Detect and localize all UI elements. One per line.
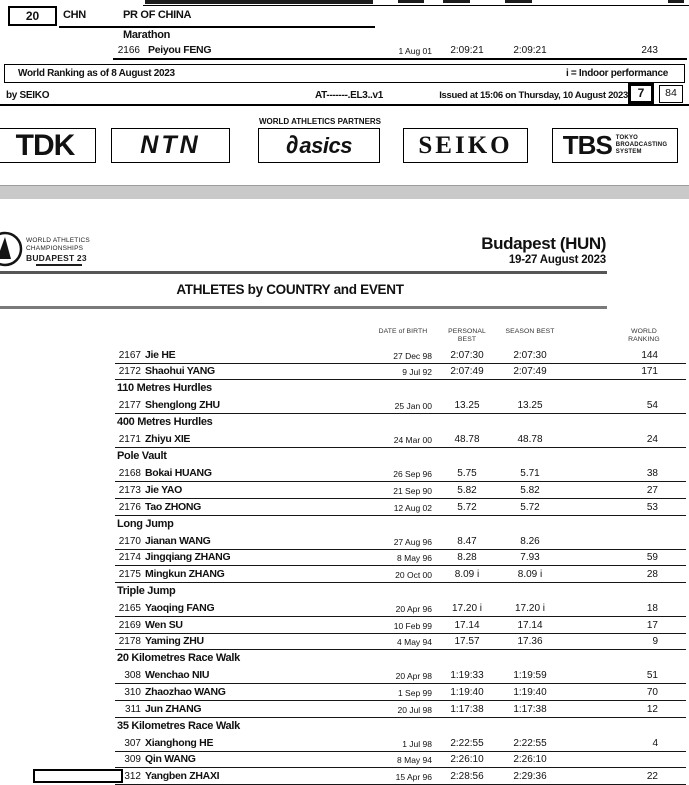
athlete-world-ranking: 70	[646, 686, 658, 698]
world-ranking-note: World Ranking as of 8 August 2023	[18, 68, 175, 79]
athlete-dob: 8 May 94	[397, 755, 432, 766]
athlete-dob: 8 May 96	[397, 553, 432, 564]
column-header-dob: DATE of BIRTH	[378, 328, 428, 335]
timing-by-label: by SEIKO	[6, 90, 50, 101]
athlete-name: Wen SU	[145, 618, 183, 631]
athlete-dob: 21 Sep 90	[393, 486, 432, 497]
athlete-name: Mingkun ZHANG	[145, 567, 225, 580]
athlete-dob: 20 Apr 96	[395, 604, 432, 615]
table-body	[0, 347, 689, 785]
event-name: 20 Kilometres Race Walk	[117, 652, 240, 665]
athlete-name: Yangben ZHAXI	[145, 769, 220, 782]
athlete-dob: 24 Mar 00	[393, 435, 432, 446]
seiko-logo-text: SEIKO	[418, 131, 513, 159]
table-row	[115, 684, 686, 701]
athlete-personal-best: 17.14	[454, 619, 480, 631]
athlete-world-ranking: 24	[646, 434, 658, 446]
athlete-season-best: 48.78	[517, 434, 543, 446]
athlete-dob: 12 Aug 02	[393, 502, 432, 513]
athlete-name: Xianghong HE	[145, 736, 214, 749]
athlete-world-ranking: 28	[646, 568, 658, 580]
tbs-sub-line: TOKYO	[615, 135, 639, 141]
table-row	[115, 768, 686, 785]
athlete-dob: 4 May 94	[397, 637, 432, 648]
athlete-world-ranking: 4	[652, 737, 658, 749]
athlete-personal-best: 5.75	[457, 468, 477, 480]
logo-line: WORLD ATHLETICS	[26, 237, 90, 244]
clipped-row-fragment	[443, 0, 470, 3]
athlete-bib: 2173	[118, 485, 141, 497]
athlete-bib: 2174	[118, 552, 141, 564]
event-header	[117, 448, 689, 466]
athlete-bib: 312	[124, 770, 141, 782]
event-name: 110 Metres Hurdles	[117, 382, 212, 395]
indoor-note: i = Indoor performance	[565, 68, 668, 79]
table-row	[115, 668, 686, 685]
athlete-personal-best: 8.28	[457, 552, 477, 564]
tbs-sub-line: SYSTEM	[615, 149, 642, 155]
athlete-name: Wenchao NIU	[145, 669, 210, 682]
table-row	[115, 752, 686, 769]
athlete-dob: 20 Apr 98	[395, 671, 432, 682]
athlete-bib: 2175	[118, 568, 141, 580]
athlete-season-best: 17.36	[517, 636, 543, 648]
event-header-marathon: Marathon	[123, 29, 171, 41]
athlete-season-best: 1:19:59	[513, 670, 547, 682]
athlete-season-best: 2:26:10	[513, 754, 547, 766]
athlete-personal-best: 1:17:38	[450, 703, 484, 715]
table-row	[115, 499, 686, 516]
table-row	[115, 466, 686, 483]
athlete-season-best: 1:19:40	[513, 686, 547, 698]
event-name: Pole Vault	[117, 450, 167, 463]
athlete-bib: 2172	[118, 366, 141, 378]
tbs-logo-subtext	[616, 135, 667, 156]
athlete-bib: 307	[124, 737, 141, 749]
athlete-personal-best: 17.20 i	[451, 603, 483, 615]
page-total-box	[659, 85, 683, 103]
event-header	[117, 650, 689, 668]
athlete-personal-best: 1:19:33	[450, 670, 484, 682]
page-total: 84	[665, 87, 677, 99]
page-divider-band	[0, 185, 689, 199]
event-header	[117, 516, 689, 534]
athlete-season-best: 5.72	[520, 501, 540, 513]
table-row	[115, 701, 686, 718]
championships-emblem-icon	[0, 230, 24, 273]
athlete-world-ranking: 12	[646, 703, 658, 715]
athlete-world-ranking: 9	[652, 636, 658, 648]
athlete-name: Shenglong ZHU	[145, 399, 220, 412]
table-row	[115, 550, 686, 567]
title-rule	[0, 306, 607, 309]
page-number: 7	[637, 86, 645, 100]
clipped-row-fragment	[145, 0, 373, 4]
athlete-bib: 2171	[118, 434, 141, 446]
athlete-season-best: 13.25	[517, 400, 543, 412]
athlete-bib: 2167	[118, 349, 141, 361]
athlete-world-ranking: 171	[641, 366, 658, 378]
athlete-name: Yaoqing FANG	[145, 602, 215, 615]
athlete-world-ranking: 54	[646, 400, 658, 412]
athlete-personal-best: 48.78	[454, 434, 480, 446]
event-name: Long Jump	[117, 517, 174, 530]
athlete-dob: 15 Apr 96	[395, 771, 432, 782]
clipped-row-fragment	[668, 0, 684, 3]
athlete-bib: 310	[124, 686, 141, 698]
column-header-season-best: SEASON BEST	[505, 328, 555, 335]
athlete-personal-best: 2:26:10	[450, 754, 484, 766]
column-header-line: BEST	[457, 336, 477, 343]
athlete-name: Zhaozhao WANG	[145, 685, 226, 698]
event-name: 400 Metres Hurdles	[117, 416, 213, 429]
asics-logo-text: asics	[299, 132, 352, 158]
athlete-bib: 2165	[118, 603, 141, 615]
athlete-personal-best: 2:28:56	[450, 770, 484, 782]
logo-line: BUDAPEST 23	[26, 253, 87, 263]
athlete-bib: 2166	[117, 45, 140, 56]
country-name: PR OF CHINA	[123, 9, 192, 21]
event-name: 35 Kilometres Race Walk	[117, 719, 240, 732]
athlete-season-best: 17.20 i	[514, 603, 546, 615]
clipped-row-fragment	[505, 0, 532, 3]
championships-logo-text	[26, 237, 90, 263]
page-number-box	[628, 83, 654, 104]
seiko-logo	[403, 128, 528, 163]
athlete-personal-best: 2:22:55	[450, 737, 484, 749]
athlete-season-best: 2:07:49	[513, 366, 547, 378]
logo-line: CHAMPIONSHIPS	[26, 245, 84, 252]
athlete-name: Jingqiang ZHANG	[145, 551, 231, 564]
table-row	[115, 533, 686, 550]
country-code: CHN	[63, 9, 86, 21]
athlete-personal-best: 8.47	[457, 535, 477, 547]
athlete-season-best: 1:17:38	[513, 703, 547, 715]
athlete-personal-best: 2:07:49	[450, 366, 484, 378]
event-header	[117, 718, 689, 736]
country-number-box	[8, 6, 57, 26]
athlete-season-best: 2:29:36	[513, 770, 547, 782]
column-header-world-ranking	[616, 328, 672, 344]
report-code: AT-------.EL3..v1	[315, 90, 384, 101]
athlete-name: Yaming ZHU	[145, 635, 204, 648]
athlete-dob: 20 Jul 98	[397, 704, 432, 715]
athlete-season-best: 2:09:21	[513, 45, 547, 56]
table-row	[115, 432, 686, 449]
athlete-bib: 2178	[118, 636, 141, 648]
asics-swirl-icon: ∂	[286, 131, 299, 159]
athlete-name: Bokai HUANG	[145, 467, 212, 480]
athlete-world-ranking: 51	[646, 670, 658, 682]
athlete-dob: 1 Aug 01	[398, 46, 432, 56]
event-header	[117, 583, 689, 601]
table-row	[115, 398, 686, 415]
athlete-name: Shaohui YANG	[145, 365, 215, 378]
asics-logo	[258, 128, 380, 163]
footer-rule	[0, 104, 689, 106]
athlete-dob: 27 Aug 96	[393, 536, 432, 547]
athlete-name: Qin WANG	[145, 753, 196, 766]
table-row	[115, 735, 686, 752]
table-row	[115, 482, 686, 499]
athlete-dob: 9 Jul 92	[402, 367, 432, 378]
issued-timestamp: Issued at 15:06 on Thursday, 10 August 2023	[439, 90, 628, 101]
athlete-bib: 2176	[118, 501, 141, 513]
event-header	[117, 414, 689, 432]
athlete-bib: 308	[124, 670, 141, 682]
athlete-season-best: 5.82	[520, 485, 540, 497]
athlete-personal-best: 5.72	[457, 501, 477, 513]
athlete-bib: 2169	[118, 619, 141, 631]
athlete-bib: 2170	[118, 535, 141, 547]
partners-heading: WORLD ATHLETICS PARTNERS	[258, 117, 382, 126]
column-header-line: RANKING	[628, 336, 660, 343]
row-divider	[113, 58, 687, 60]
athlete-dob: 25 Jan 00	[394, 401, 432, 412]
athlete-dob: 20 Oct 00	[395, 569, 432, 580]
host-city: Budapest (HUN)	[481, 234, 606, 253]
athlete-world-ranking: 243	[641, 45, 658, 56]
athlete-season-best: 5.71	[520, 468, 540, 480]
athlete-personal-best: 2:07:30	[450, 349, 484, 361]
athlete-world-ranking: 144	[641, 349, 658, 361]
athlete-name: Zhiyu XIE	[145, 433, 191, 446]
athlete-personal-best: 5.82	[457, 485, 477, 497]
athlete-name: Jianan WANG	[145, 534, 211, 547]
header-rule	[0, 271, 607, 274]
table-row	[115, 600, 686, 617]
athlete-season-best: 7.93	[520, 552, 540, 564]
table-row	[115, 617, 686, 634]
athlete-name: Jun ZHANG	[145, 702, 202, 715]
column-header-line: PERSONAL	[448, 328, 486, 335]
country-number: 20	[25, 9, 40, 23]
athlete-bib: 309	[124, 754, 141, 766]
tbs-logo	[552, 128, 678, 163]
tdk-logo-text: TDK	[15, 128, 75, 162]
athlete-season-best: 8.26	[520, 535, 540, 547]
country-underline	[59, 26, 375, 28]
athlete-season-best: 8.09 i	[517, 568, 543, 580]
table-row	[115, 347, 686, 364]
athlete-world-ranking: 53	[646, 501, 658, 513]
athlete-world-ranking: 17	[646, 619, 658, 631]
ntn-logo-text: NTN	[140, 131, 201, 159]
athlete-world-ranking: 59	[646, 552, 658, 564]
tbs-logo-text: TBS	[562, 130, 612, 160]
athlete-dob: 26 Sep 96	[393, 469, 432, 480]
table-row	[115, 566, 686, 583]
athlete-bib: 2177	[118, 400, 141, 412]
athlete-season-best: 2:07:30	[513, 349, 547, 361]
event-dates: 19-27 August 2023	[508, 254, 606, 266]
event-name: Triple Jump	[117, 584, 176, 597]
next-country-box-clipped	[33, 769, 123, 783]
table-row	[115, 634, 686, 651]
tbs-sub-line: BROADCASTING	[615, 142, 668, 148]
athlete-name: Jie HE	[145, 348, 176, 361]
athlete-bib: 311	[125, 703, 141, 715]
table-row	[115, 364, 686, 381]
athlete-season-best: 2:22:55	[513, 737, 547, 749]
athlete-season-best: 17.14	[517, 619, 543, 631]
athlete-personal-best: 13.25	[454, 400, 480, 412]
athlete-dob: 27 Dec 98	[393, 350, 432, 361]
athlete-dob: 10 Feb 99	[393, 620, 432, 631]
logo-underline	[36, 264, 82, 266]
athlete-bib: 2168	[118, 468, 141, 480]
athlete-name: Jie YAO	[145, 484, 183, 497]
athlete-world-ranking: 22	[646, 770, 658, 782]
row-divider	[143, 5, 689, 7]
column-header-line: WORLD	[631, 328, 657, 335]
athlete-personal-best: 1:19:40	[450, 686, 484, 698]
athlete-world-ranking: 27	[646, 485, 658, 497]
athlete-personal-best: 17.57	[454, 636, 480, 648]
athlete-personal-best: 2:09:21	[450, 45, 484, 56]
clipped-row-fragment	[398, 0, 424, 3]
ntn-logo	[111, 128, 230, 163]
athlete-world-ranking: 38	[646, 468, 658, 480]
athlete-dob: 1 Sep 99	[397, 687, 432, 698]
athlete-name: Tao ZHONG	[145, 500, 202, 513]
athlete-dob: 1 Jul 98	[402, 738, 432, 749]
event-header	[117, 380, 689, 398]
page-title: ATHLETES by COUNTRY and EVENT	[176, 282, 404, 297]
tdk-logo	[0, 128, 96, 163]
athlete-name: Peiyou FENG	[148, 44, 212, 56]
athlete-world-ranking: 18	[646, 603, 658, 615]
athlete-personal-best: 8.09 i	[454, 568, 480, 580]
